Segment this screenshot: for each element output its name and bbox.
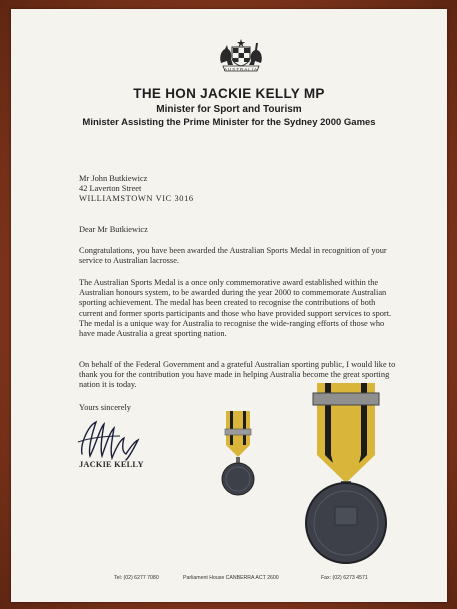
- salutation: Dear Mr Butkiewicz: [79, 225, 148, 234]
- minister-name: THE HON JACKIE KELLY MP: [133, 86, 325, 101]
- signatory-name: JACKIE KELLY: [79, 460, 144, 469]
- miniature-medal: [218, 409, 258, 519]
- paragraph-3: On behalf of the Federal Government and a grateful Australian sporting public, I would like to thank you for the contribution you have made in helping Australia become the great sporting nation it is today.: [79, 360, 396, 390]
- footer-fax: Fax: (02) 6273 4571: [321, 575, 368, 581]
- coat-of-arms-icon: [211, 37, 271, 83]
- letter-paper: [11, 9, 447, 602]
- footer-tel: Tel: (02) 6277 7080: [114, 575, 159, 581]
- minister-subtitle: Minister Assisting the Prime Minister for the Sydney 2000 Games: [82, 117, 376, 128]
- crest-label: AUSTRALIA: [223, 67, 258, 72]
- address-line-city: WILLIAMSTOWN VIC 3016: [79, 194, 194, 203]
- paragraph-1: Congratulations, you have been awarded the Australian Sports Medal in recognition of your service to Australian lacrosse.: [79, 246, 387, 266]
- paragraph-2: The Australian Sports Medal is a once only commemorative award established within the Australian honours system, to be awarded during the year 2000 to commemorate Australian sporting achievement. The medal has been created to recognise the contributions of both current and former sports participants and those who have provided support services to sport. The medal is a unique way for Australia to recognise the wide-ranging efforts of those who have made Australia a great sporting nation.: [79, 278, 392, 339]
- sports-medal: [289, 379, 399, 569]
- closing: Yours sincerely: [79, 403, 131, 412]
- address-line-name: Mr John Butkiewicz: [79, 174, 148, 183]
- minister-title: Minister for Sport and Tourism: [156, 104, 302, 115]
- recipient-address: [79, 174, 194, 204]
- address-line-street: 42 Laverton Street: [79, 184, 142, 193]
- handwritten-signature: [76, 414, 146, 462]
- footer-address: Parliament House CANBERRA ACT 2600: [183, 575, 279, 581]
